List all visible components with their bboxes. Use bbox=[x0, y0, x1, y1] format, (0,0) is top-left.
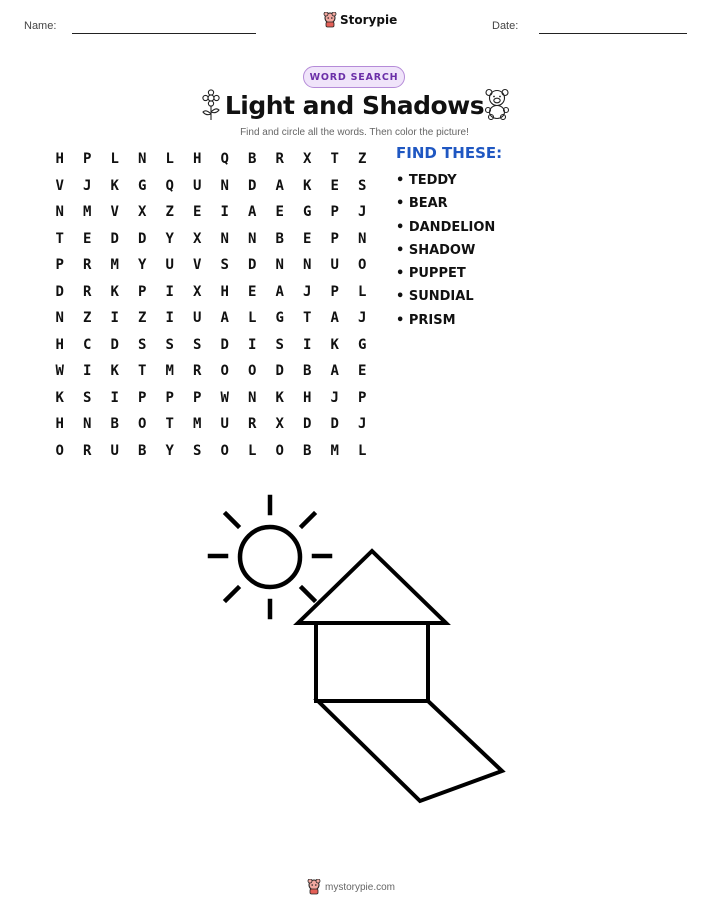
page-title: Light and Shadows bbox=[224, 91, 485, 120]
grid-letter[interactable]: D bbox=[110, 336, 119, 353]
grid-letter[interactable]: B bbox=[275, 230, 284, 247]
grid-letter[interactable]: I bbox=[220, 204, 229, 221]
grid-letter[interactable]: N bbox=[55, 204, 64, 221]
footer-url[interactable]: mystorypie.com bbox=[325, 881, 396, 893]
grid-letter[interactable]: P bbox=[138, 389, 147, 406]
grid-letter[interactable]: B bbox=[303, 442, 312, 459]
word-search-tag: WORD SEARCH bbox=[303, 66, 405, 88]
grid-letter[interactable]: U bbox=[330, 257, 339, 274]
grid-letter[interactable]: B bbox=[248, 151, 257, 168]
grid-letter[interactable]: M bbox=[193, 416, 202, 433]
grid-letter[interactable]: D bbox=[248, 257, 257, 274]
grid-letter[interactable]: E bbox=[330, 177, 339, 194]
grid-letter[interactable]: K bbox=[303, 177, 312, 194]
word-item: • BEAR bbox=[396, 196, 448, 212]
grid-letter[interactable]: B bbox=[303, 363, 312, 380]
grid-letter[interactable]: T bbox=[303, 310, 312, 327]
grid-letter[interactable]: V bbox=[110, 204, 119, 221]
grid-letter[interactable]: E bbox=[275, 204, 284, 221]
grid-letter[interactable]: N bbox=[275, 257, 284, 274]
grid-letter[interactable]: M bbox=[83, 204, 92, 221]
grid-letter[interactable]: P bbox=[83, 151, 92, 168]
grid-letter[interactable]: N bbox=[358, 230, 367, 247]
grid-letter[interactable]: I bbox=[303, 336, 312, 353]
grid-letter[interactable]: R bbox=[193, 363, 202, 380]
grid-letter[interactable]: D bbox=[248, 177, 257, 194]
grid-letter[interactable]: A bbox=[248, 204, 257, 221]
grid-letter[interactable]: P bbox=[55, 257, 64, 274]
grid-letter[interactable]: T bbox=[55, 230, 64, 247]
grid-letter[interactable]: O bbox=[275, 442, 284, 459]
grid-letter[interactable]: I bbox=[110, 310, 119, 327]
grid-letter[interactable]: Q bbox=[220, 151, 229, 168]
grid-letter[interactable]: M bbox=[330, 442, 339, 459]
grid-letter[interactable]: S bbox=[138, 336, 147, 353]
grid-letter[interactable]: O bbox=[248, 363, 257, 380]
grid-letter[interactable]: M bbox=[165, 363, 174, 380]
grid-letter[interactable]: R bbox=[83, 283, 92, 300]
grid-letter[interactable]: J bbox=[358, 310, 367, 327]
word-item: • SUNDIAL bbox=[396, 289, 474, 305]
grid-letter[interactable]: O bbox=[138, 416, 147, 433]
grid-letter[interactable]: D bbox=[275, 363, 284, 380]
name-label: Name: bbox=[24, 20, 57, 32]
grid-letter[interactable]: T bbox=[330, 151, 339, 168]
grid-letter[interactable]: H bbox=[303, 389, 312, 406]
grid-letter[interactable]: G bbox=[303, 204, 312, 221]
grid-letter[interactable]: P bbox=[330, 204, 339, 221]
grid-letter[interactable]: L bbox=[358, 283, 367, 300]
grid-letter[interactable]: E bbox=[83, 230, 92, 247]
grid-letter[interactable]: Z bbox=[83, 310, 92, 327]
grid-letter[interactable]: K bbox=[110, 363, 119, 380]
grid-letter[interactable]: K bbox=[110, 177, 119, 194]
grid-letter[interactable]: R bbox=[275, 151, 284, 168]
grid-letter[interactable]: R bbox=[83, 257, 92, 274]
grid-letter[interactable]: O bbox=[220, 442, 229, 459]
grid-letter[interactable]: D bbox=[330, 416, 339, 433]
grid-letter[interactable]: Y bbox=[165, 442, 174, 459]
grid-letter[interactable]: E bbox=[358, 363, 367, 380]
grid-letter[interactable]: X bbox=[303, 151, 312, 168]
grid-letter[interactable]: J bbox=[303, 283, 312, 300]
grid-letter[interactable]: Y bbox=[138, 257, 147, 274]
grid-letter[interactable]: S bbox=[165, 336, 174, 353]
grid-letter[interactable]: S bbox=[220, 257, 229, 274]
grid-letter[interactable]: A bbox=[275, 283, 284, 300]
grid-letter[interactable]: I bbox=[165, 283, 174, 300]
grid-letter[interactable]: D bbox=[220, 336, 229, 353]
grid-letter[interactable]: H bbox=[193, 151, 202, 168]
grid-letter[interactable]: K bbox=[330, 336, 339, 353]
grid-letter[interactable]: P bbox=[138, 283, 147, 300]
grid-letter[interactable]: D bbox=[138, 230, 147, 247]
grid-letter[interactable]: S bbox=[193, 336, 202, 353]
house-icon bbox=[298, 551, 446, 701]
grid-letter[interactable]: I bbox=[83, 363, 92, 380]
grid-letter[interactable]: R bbox=[248, 416, 257, 433]
word-item: • TEDDY bbox=[396, 173, 457, 188]
word-item: • SHADOW bbox=[396, 242, 476, 258]
grid-letter[interactable]: R bbox=[83, 442, 92, 459]
grid-letter[interactable]: N bbox=[83, 416, 92, 433]
grid-letter[interactable]: L bbox=[248, 442, 257, 459]
grid-letter[interactable]: M bbox=[110, 257, 119, 274]
shadow-icon bbox=[318, 701, 502, 801]
grid-letter[interactable]: W bbox=[220, 389, 229, 406]
word-item: • DANDELION bbox=[396, 219, 496, 235]
grid-letter[interactable]: U bbox=[193, 310, 202, 327]
grid-letter[interactable]: Z bbox=[358, 151, 367, 168]
grid-letter[interactable]: N bbox=[220, 177, 229, 194]
storypie-logo-icon bbox=[307, 879, 321, 895]
grid-letter[interactable]: I bbox=[248, 336, 257, 353]
grid-letter[interactable]: A bbox=[220, 310, 229, 327]
grid-letter[interactable]: Y bbox=[165, 230, 174, 247]
grid-letter[interactable]: Z bbox=[165, 204, 174, 221]
grid-letter[interactable]: N bbox=[138, 151, 147, 168]
grid-letter[interactable]: U bbox=[110, 442, 119, 459]
grid-letter[interactable]: H bbox=[220, 283, 229, 300]
grid-letter[interactable]: S bbox=[275, 336, 284, 353]
grid-letter[interactable]: K bbox=[275, 389, 284, 406]
grid-letter[interactable]: I bbox=[110, 389, 119, 406]
grid-letter[interactable]: J bbox=[358, 204, 367, 221]
grid-letter[interactable]: L bbox=[358, 442, 367, 459]
grid-letter[interactable]: D bbox=[303, 416, 312, 433]
sun-icon bbox=[210, 497, 330, 617]
grid-letter[interactable]: H bbox=[55, 151, 64, 168]
grid-letter[interactable]: N bbox=[220, 230, 229, 247]
grid-letter[interactable]: B bbox=[138, 442, 147, 459]
grid-letter[interactable]: N bbox=[55, 310, 64, 327]
grid-letter[interactable]: T bbox=[165, 416, 174, 433]
grid-letter[interactable]: O bbox=[220, 363, 229, 380]
grid-letter[interactable]: X bbox=[275, 416, 284, 433]
grid-letter[interactable]: E bbox=[303, 230, 312, 247]
grid-letter[interactable]: G bbox=[275, 310, 284, 327]
grid-letter[interactable]: L bbox=[248, 310, 257, 327]
word-item: • PUPPET bbox=[396, 266, 466, 282]
grid-letter[interactable]: H bbox=[55, 416, 64, 433]
word-item: • PRISM bbox=[396, 312, 456, 328]
grid-letter[interactable]: C bbox=[83, 336, 92, 353]
grid-letter[interactable]: E bbox=[248, 283, 257, 300]
grid-letter[interactable]: S bbox=[193, 442, 202, 459]
grid-letter[interactable]: N bbox=[303, 257, 312, 274]
grid-letter[interactable]: U bbox=[193, 177, 202, 194]
grid-letter[interactable]: V bbox=[55, 177, 64, 194]
grid-letter[interactable]: X bbox=[193, 283, 202, 300]
grid-letter[interactable]: T bbox=[138, 363, 147, 380]
grid-letter[interactable]: E bbox=[193, 204, 202, 221]
grid-letter[interactable]: A bbox=[330, 363, 339, 380]
grid-letter[interactable]: J bbox=[358, 416, 367, 433]
grid-letter[interactable]: A bbox=[330, 310, 339, 327]
grid-letter[interactable]: J bbox=[83, 177, 92, 194]
grid-letter[interactable]: J bbox=[330, 389, 339, 406]
grid-letter[interactable]: I bbox=[165, 310, 174, 327]
grid-letter[interactable]: O bbox=[55, 442, 64, 459]
grid-letter[interactable]: X bbox=[193, 230, 202, 247]
grid-letter[interactable]: G bbox=[358, 336, 367, 353]
grid-letter[interactable]: U bbox=[220, 416, 229, 433]
find-heading: FIND THESE: bbox=[396, 144, 503, 162]
grid-letter[interactable]: D bbox=[110, 230, 119, 247]
grid-letter[interactable]: P bbox=[193, 389, 202, 406]
grid-letter[interactable]: X bbox=[138, 204, 147, 221]
date-label: Date: bbox=[492, 20, 519, 32]
grid-letter[interactable]: L bbox=[165, 151, 174, 168]
grid-letter[interactable]: Z bbox=[138, 310, 147, 327]
grid-letter[interactable]: N bbox=[248, 230, 257, 247]
grid-letter[interactable]: S bbox=[358, 177, 367, 194]
grid-letter[interactable]: W bbox=[55, 363, 64, 380]
grid-letter[interactable]: P bbox=[165, 389, 174, 406]
grid-letter[interactable]: H bbox=[55, 336, 64, 353]
grid-letter[interactable]: K bbox=[55, 389, 64, 406]
grid-letter[interactable]: A bbox=[275, 177, 284, 194]
grid-letter[interactable]: N bbox=[248, 389, 257, 406]
instructions: Find and circle all the words. Then color the picture! bbox=[240, 127, 469, 138]
grid-letter[interactable]: G bbox=[138, 177, 147, 194]
grid-letter[interactable]: K bbox=[110, 283, 119, 300]
grid-letter[interactable]: S bbox=[83, 389, 92, 406]
grid-letter[interactable]: L bbox=[110, 151, 119, 168]
grid-letter[interactable]: O bbox=[358, 257, 367, 274]
grid-letter[interactable]: Q bbox=[165, 177, 174, 194]
grid-letter[interactable]: U bbox=[165, 257, 174, 274]
grid-letter[interactable]: V bbox=[193, 257, 202, 274]
grid-letter[interactable]: P bbox=[330, 230, 339, 247]
grid-letter[interactable]: D bbox=[55, 283, 64, 300]
grid-letter[interactable]: P bbox=[358, 389, 367, 406]
grid-letter[interactable]: B bbox=[110, 416, 119, 433]
brand-name: Storypie bbox=[340, 13, 398, 27]
footer bbox=[307, 879, 395, 895]
grid-letter[interactable]: P bbox=[330, 283, 339, 300]
